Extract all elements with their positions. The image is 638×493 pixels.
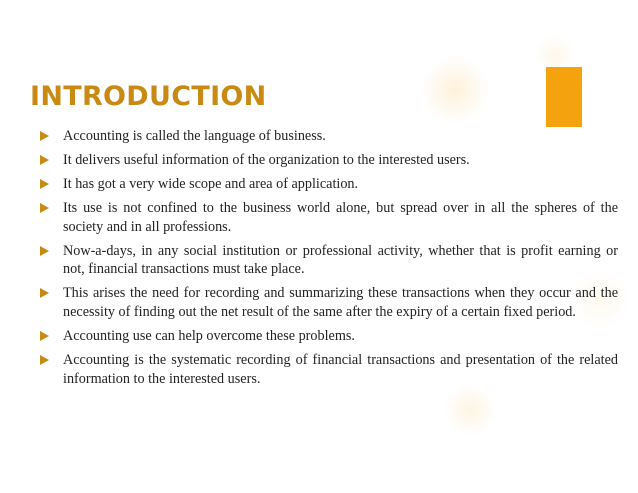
bullet-item [40, 284, 618, 321]
bullet-text: It delivers useful information of the organization to the interested users. [63, 152, 470, 169]
triangle-right-icon [40, 355, 49, 365]
triangle-right-icon [40, 246, 49, 256]
bullet-item [40, 151, 618, 170]
bullet-text: It has got a very wide scope and area of application. [63, 176, 359, 193]
bullet-item [40, 351, 618, 388]
bullet-item [40, 327, 618, 346]
bullet-text: Accounting is the systematic recording of financial transactions and presentation of the related information to the interested users. [63, 352, 618, 387]
triangle-right-icon [40, 131, 49, 141]
triangle-right-icon [40, 288, 49, 298]
slide-title: INTRODUCTION [30, 81, 267, 112]
bullet-item [40, 242, 618, 279]
accent-block [546, 67, 582, 127]
triangle-right-icon [40, 155, 49, 165]
triangle-right-icon [40, 203, 49, 213]
triangle-right-icon [40, 179, 49, 189]
bullet-text: Accounting is called the language of business. [63, 128, 326, 144]
bullet-item [40, 127, 618, 146]
bullet-item [40, 199, 618, 236]
bullet-item [40, 175, 618, 194]
bullet-text: This arises the need for recording and summarizing these transactions when they occur and the necessity of finding out the net result of the same after the expiry of a certain fixed period. [63, 285, 618, 320]
bullet-text: Accounting use can help overcome these problems. [63, 328, 355, 345]
bullet-text: Its use is not confined to the business world alone, but spread over in all the spheres of the society and in all professions. [63, 200, 618, 235]
triangle-right-icon [40, 331, 49, 341]
bullet-list [40, 127, 618, 394]
bullet-text: Now-a-days, in any social institution or professional activity, whether that is profit earning or not, financial transactions must take place. [63, 242, 618, 278]
